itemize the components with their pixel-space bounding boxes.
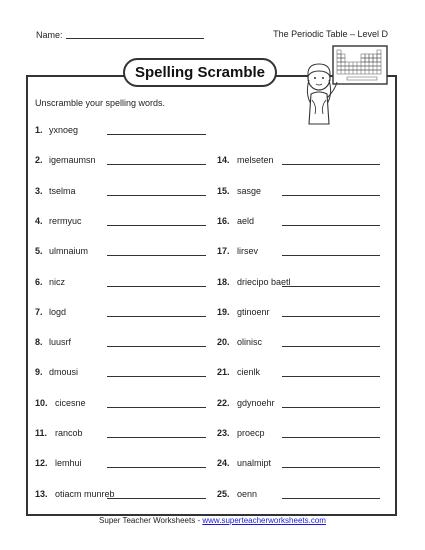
scrambled-word: lirsev — [237, 246, 259, 257]
scrambled-word: otiacm munreb — [55, 488, 115, 499]
answer-line[interactable] — [282, 286, 380, 287]
list-item — [217, 154, 274, 166]
answer-line[interactable] — [282, 255, 380, 256]
item-number: 23. — [217, 428, 230, 438]
list-item — [217, 215, 254, 227]
item-number: 11. — [35, 428, 48, 438]
page-title: Spelling Scramble — [123, 58, 277, 87]
list-item — [35, 397, 86, 409]
item-number: 8. — [35, 337, 43, 348]
answer-line[interactable] — [282, 164, 380, 165]
list-item — [217, 306, 270, 318]
answer-line[interactable] — [107, 164, 206, 165]
list-item — [217, 366, 260, 378]
scrambled-word: gdynoehr — [237, 397, 275, 408]
item-number: 9. — [35, 367, 43, 378]
scrambled-word: rancob — [55, 428, 83, 438]
item-number: 16. — [217, 215, 230, 226]
item-number: 18. — [217, 276, 230, 287]
item-number: 3. — [35, 185, 43, 196]
footer-text: Super Teacher Worksheets - — [99, 516, 203, 525]
item-number: 4. — [35, 215, 43, 226]
list-item — [35, 276, 65, 288]
answer-line[interactable] — [107, 286, 206, 287]
answer-line[interactable] — [107, 467, 206, 468]
scrambled-word: tselma — [49, 185, 76, 196]
item-number: 15. — [217, 185, 230, 196]
scrambled-word: yxnoeg — [49, 125, 79, 135]
list-item — [35, 124, 78, 136]
student-periodic-table-illustration — [297, 38, 391, 130]
answer-line[interactable] — [282, 467, 380, 468]
item-number: 5. — [35, 246, 43, 257]
list-item — [217, 457, 271, 469]
item-number: 12. — [35, 458, 48, 469]
answer-line[interactable] — [282, 376, 380, 377]
answer-line[interactable] — [107, 225, 206, 226]
answer-line[interactable] — [107, 134, 206, 135]
list-item — [35, 336, 71, 348]
item-number: 14. — [217, 155, 230, 166]
item-number: 19. — [217, 306, 230, 317]
scrambled-word: gtinoenr — [237, 306, 270, 317]
answer-line[interactable] — [107, 437, 206, 438]
item-number: 24. — [217, 458, 230, 469]
worksheet-frame — [26, 75, 397, 516]
scrambled-word: sasge — [237, 185, 262, 196]
scrambled-word: luusrf — [49, 337, 72, 348]
scrambled-word: driecipo baetl — [237, 276, 291, 287]
list-item — [217, 245, 258, 257]
list-item — [217, 488, 257, 500]
list-item — [35, 306, 66, 318]
list-item — [217, 336, 262, 348]
answer-line[interactable] — [282, 316, 380, 317]
worksheet-level: The Periodic Table – Level D — [273, 29, 388, 39]
answer-line[interactable] — [282, 407, 380, 408]
answer-line[interactable] — [282, 195, 380, 196]
footer — [0, 516, 425, 525]
instructions: Unscramble your spelling words. — [35, 98, 166, 108]
list-item — [217, 397, 275, 409]
item-number: 7. — [35, 306, 43, 317]
answer-line[interactable] — [107, 346, 206, 347]
answer-line[interactable] — [282, 346, 380, 347]
answer-line[interactable] — [107, 195, 206, 196]
item-number: 13. — [35, 488, 48, 499]
answer-line[interactable] — [107, 498, 206, 499]
scrambled-word: cienlk — [237, 367, 261, 378]
item-number: 20. — [217, 337, 230, 348]
scrambled-word: igemaumsn — [49, 155, 96, 166]
answer-line[interactable] — [282, 498, 380, 499]
item-number: 17. — [217, 246, 230, 257]
list-item — [35, 215, 82, 227]
name-field — [36, 29, 204, 40]
scrambled-word: ulmnaium — [49, 246, 89, 257]
list-item — [35, 245, 88, 257]
answer-line[interactable] — [107, 255, 206, 256]
item-number: 6. — [35, 276, 43, 287]
answer-line[interactable] — [107, 376, 206, 377]
list-item — [217, 427, 265, 439]
answer-line[interactable] — [282, 225, 380, 226]
item-number: 22. — [217, 397, 230, 408]
scrambled-word: cicesne — [55, 397, 86, 408]
scrambled-word: dmousi — [49, 367, 79, 378]
item-number: 2. — [35, 155, 43, 166]
scrambled-word: lemhui — [55, 458, 82, 469]
scrambled-word: olinisc — [237, 337, 263, 348]
item-number: 25. — [217, 488, 230, 499]
scrambled-word: unalmipt — [237, 458, 272, 469]
answer-line[interactable] — [107, 407, 206, 408]
scrambled-word: rermyuc — [49, 215, 82, 226]
list-item — [35, 154, 96, 166]
answer-line[interactable] — [107, 316, 206, 317]
item-number: 21. — [217, 367, 230, 378]
list-item — [217, 276, 291, 288]
scrambled-word: melseten — [237, 155, 274, 166]
scrambled-word: logd — [49, 306, 67, 317]
scrambled-word: oenn — [237, 488, 258, 499]
list-item — [35, 366, 78, 378]
list-item — [35, 427, 83, 439]
item-number: 10. — [35, 397, 48, 408]
name-line[interactable] — [66, 29, 204, 39]
scrambled-word: proecp — [237, 428, 265, 438]
scrambled-word: aeld — [237, 215, 255, 226]
name-label: Name: — [36, 30, 63, 40]
list-item — [217, 185, 261, 197]
list-item — [35, 457, 82, 469]
scrambled-word: nicz — [49, 276, 66, 287]
list-item — [35, 185, 76, 197]
item-number: 1. — [35, 125, 43, 135]
list-item — [35, 488, 115, 500]
answer-line[interactable] — [282, 437, 380, 438]
footer-link[interactable]: www.superteacherworksheets.com — [202, 516, 326, 525]
